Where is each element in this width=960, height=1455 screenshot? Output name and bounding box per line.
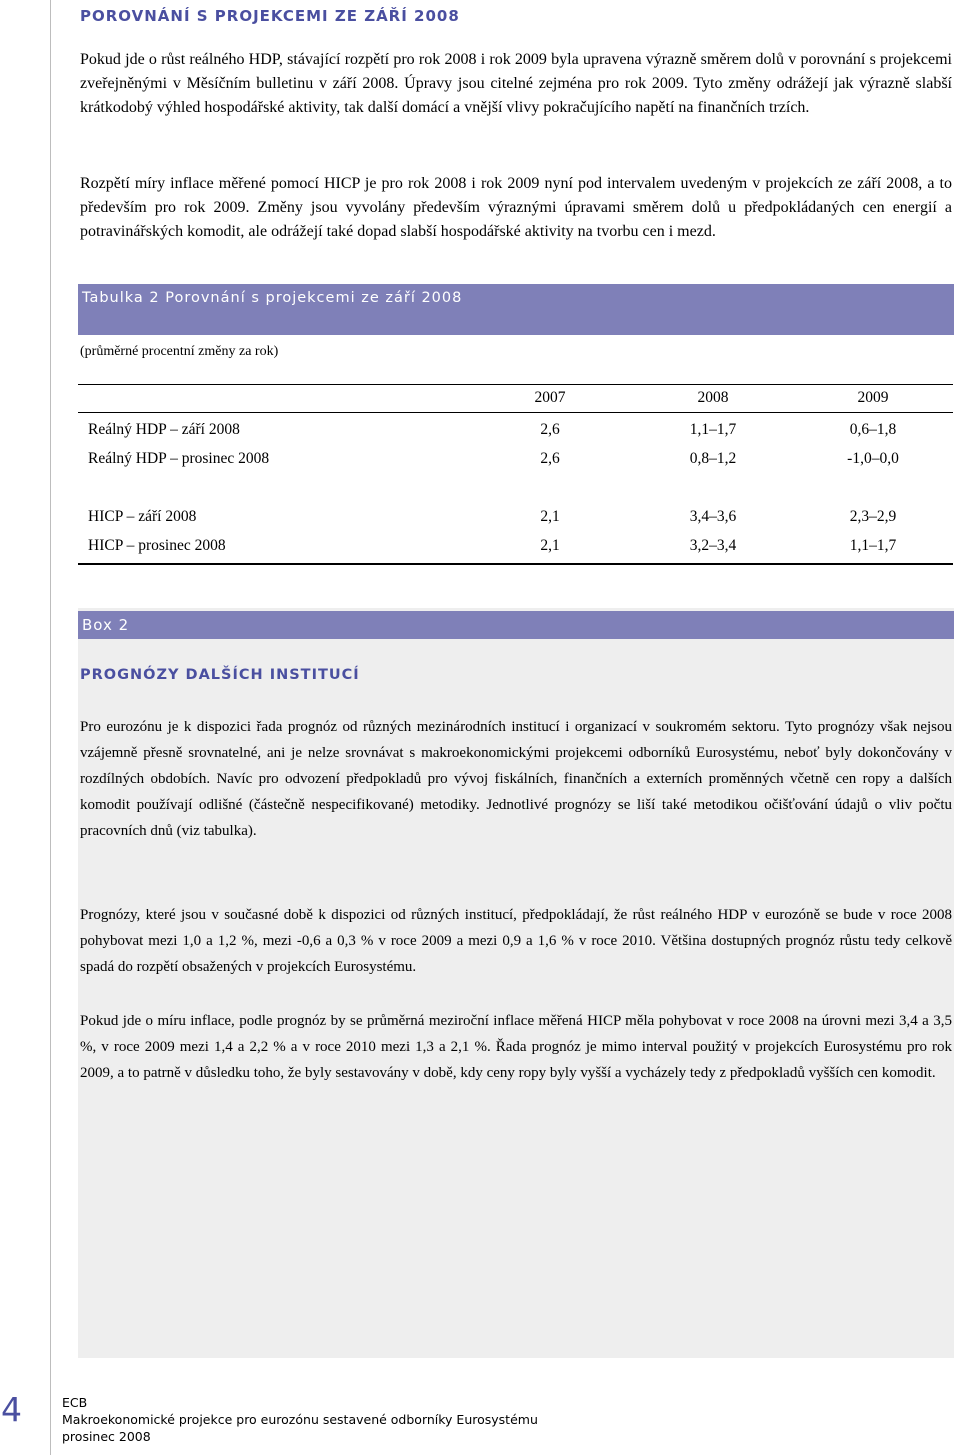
table-cell: 2,1 xyxy=(540,508,560,525)
footer-date: prosinec 2008 xyxy=(62,1429,151,1444)
box-paragraph: Prognózy, které jsou v současné době k dispozici od různých institucí, předpokládají, že růst reálného HDP v eurozóně se bude v roce 2008 pohybovat mezi 1,0 a 1,2 %, mezi -0,6 a 0,3 % v roce 2009 a mezi 0,9 a 1,6 % v roce 2010. Většina dostupných prognóz růstu tedy celkově spadá do rozpětí obsažených v projekcích Eurosystému. xyxy=(80,907,952,975)
table-column-header: 2008 xyxy=(697,389,729,406)
box-title-bar xyxy=(78,611,954,639)
table-column-header: 2007 xyxy=(534,389,566,406)
table-row-label: HICP – prosinec 2008 xyxy=(88,537,226,554)
table-column-header: 2009 xyxy=(857,389,889,406)
page-footer xyxy=(62,1394,538,1445)
table-row-label: HICP – září 2008 xyxy=(88,508,197,525)
page-margin-line xyxy=(50,0,51,1455)
table-cell: -1,0–0,0 xyxy=(847,450,899,467)
table-cell: 0,6–1,8 xyxy=(849,421,897,438)
table-cell: 2,6 xyxy=(540,450,560,467)
table-cell: 3,2–3,4 xyxy=(689,537,737,554)
table-row-label: Reálný HDP – září 2008 xyxy=(88,421,240,438)
table-title: Tabulka 2 Porovnání s projekcemi ze září 2008 xyxy=(82,290,463,306)
table-header-rule xyxy=(78,412,953,413)
box-paragraph: Pro eurozónu je k dispozici řada prognóz od různých mezinárodních institucí i organizací v soukromém sektoru. Tyto prognózy však nejsou vzájemně přesně srovnatelné, ani je nelze srovnávat s makroekonomickými projekcemi odborníků Eurosystému, neboť byly dokončovány v rozdílných obdobích. Navíc pro odvození předpokladů pro vývoj fiskálních, finančních a externích proměnných včetně cen ropy a dalších komodit používají odlišné (částečně nespecifikované) metodiky. Jednotlivé prognózy se liší také metodikou očišťování údajů o vliv počtu pracovních dnů (viz tabulka). xyxy=(80,719,952,839)
table-row-label: Reálný HDP – prosinec 2008 xyxy=(88,450,270,467)
paragraph-inflation: Rozpětí míry inflace měřené pomocí HICP je pro rok 2008 i rok 2009 nyní pod intervalem uvedeným v projekcích ze září 2008, a to především pro rok 2009. Změny jsou vyvolány především výraznými úpravami směrem dolů u předpokládaných cen energií a potravinářských komodit, ale odrážejí také dopad slabší hospodářské aktivity na tvorbu cen i mezd. xyxy=(80,175,952,240)
box-paragraph: Pokud jde o míru inflace, podle prognóz by se průměrná meziroční inflace měřená HICP měla pohybovat v roce 2008 na úrovni mezi 3,4 a 3,5 %, v roce 2009 mezi 1,4 a 2,2 % a v roce 2010 mezi 1,3 a 2,1 %. Řada prognóz je mimo interval použitý v projekcích Eurosystému pro rok 2009, a to patrně v důsledku toho, že byly sestavovány v době, kdy ceny ropy byly vyšší a vycházely tedy z předpokladů vyšších cen komodit. xyxy=(80,1013,952,1081)
table-cell: 2,1 xyxy=(540,537,560,554)
table-bottom-rule xyxy=(78,563,953,565)
paragraph-gdp: Pokud jde o růst reálného HDP, stávající rozpětí pro rok 2008 i rok 2009 byla upravena výrazně směrem dolů v porovnání s projekcemi zveřejněnými v Měsíčním bulletinu v září 2008. Úpravy jsou citelné zejména pro rok 2009. Tyto změny odrážejí jak výrazně slabší krátkodobý výhled hospodářské aktivity, tak další domácí a vnější vlivy pokračujícího napětí na finančních trzích. xyxy=(80,51,952,116)
section-heading: POROVNÁNÍ S PROJEKCEMI ZE ZÁŘÍ 2008 xyxy=(80,7,460,25)
box-panel xyxy=(78,608,954,1358)
footer-publisher: ECB xyxy=(62,1395,88,1410)
box-label: Box 2 xyxy=(82,616,130,634)
table-top-rule xyxy=(78,384,953,385)
footer-publication-title: Makroekonomické projekce pro eurozónu sestavené odborníky Eurosystému xyxy=(62,1412,538,1427)
box-heading: PROGNÓZY DALŠÍCH INSTITUCÍ xyxy=(80,667,360,683)
table-cell: 0,8–1,2 xyxy=(689,450,737,467)
table-cell: 1,1–1,7 xyxy=(849,537,897,554)
page-number: 4 xyxy=(1,1390,22,1429)
table-subtitle: (průměrné procentní změny za rok) xyxy=(80,344,279,359)
table-cell: 2,3–2,9 xyxy=(849,508,897,525)
table-cell: 1,1–1,7 xyxy=(689,421,737,438)
table-cell: 3,4–3,6 xyxy=(689,508,737,525)
table-cell: 2,6 xyxy=(540,421,560,438)
